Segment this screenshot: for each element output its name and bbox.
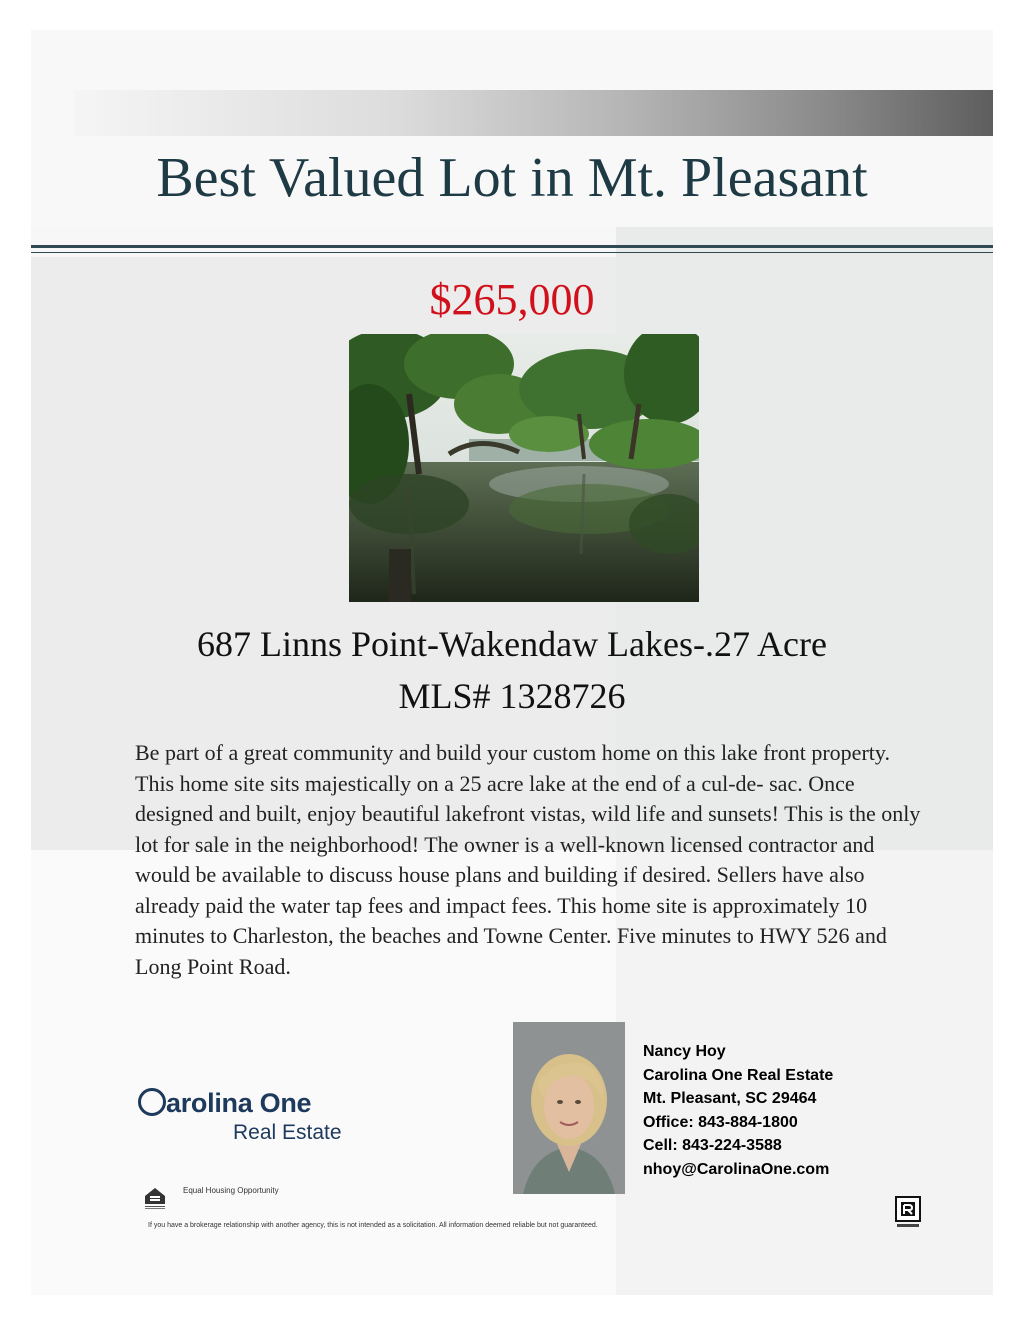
lake-photo [349,334,699,602]
carolina-one-logo [138,1088,378,1148]
header-gradient-bar [74,90,993,136]
page-title: Best Valued Lot in Mt. Pleasant [156,147,868,209]
agent-contact [643,1040,833,1181]
listing-price: $265,000 [429,275,595,324]
listing-address: 687 Linns Point-Wakendaw Lakes-.27 Acre [197,624,827,664]
logo-line2: Real Estate [233,1121,342,1144]
agent-location: Mt. Pleasant, SC 29464 [643,1090,817,1107]
agent-name: Nancy Hoy [643,1043,726,1060]
agent-company: Carolina One Real Estate [643,1066,834,1084]
equal-housing-icon [143,1186,167,1210]
mls-number: MLS# 1328726 [398,676,626,716]
logo-line1: arolina One [166,1088,312,1118]
copyright-c-icon [138,1088,166,1116]
agent-photo [513,1022,625,1194]
equal-housing-label: Equal Housing Opportunity [183,1186,279,1195]
divider [31,252,993,253]
divider [31,245,993,248]
listing-description: Be part of a great community and build your custom home on this lake front property. This home site sits majestically on a 25 acre lake at the end of a cul-de- sac. Once designed and built, enjoy beautiful lakefront vistas, wild life and sunsets! This is the only lot for sale in the neighborhood! The owner is a well-known licensed contractor and would be available to discuss house plans and building if desired. Sellers have also already paid the water tap fees and impact fees. This home site is approximately 10 minutes to Charleston, the beaches and Towne Center. Five minutes to HWY 526 and Long Point Road. [135,740,921,979]
realtor-logo-icon [895,1196,921,1230]
disclaimer: If you have a brokerage relationship with another agency, this is not intended as a solicitation. All information deemed reliable but not guaranteed. [148,1222,598,1229]
agent-cell-phone: Cell: 843-224-3588 [643,1137,782,1154]
agent-email: nhoy@CarolinaOne.com [643,1160,830,1178]
agent-office-phone: Office: 843-884-1800 [643,1113,798,1131]
logo-wordmark [138,1088,311,1119]
